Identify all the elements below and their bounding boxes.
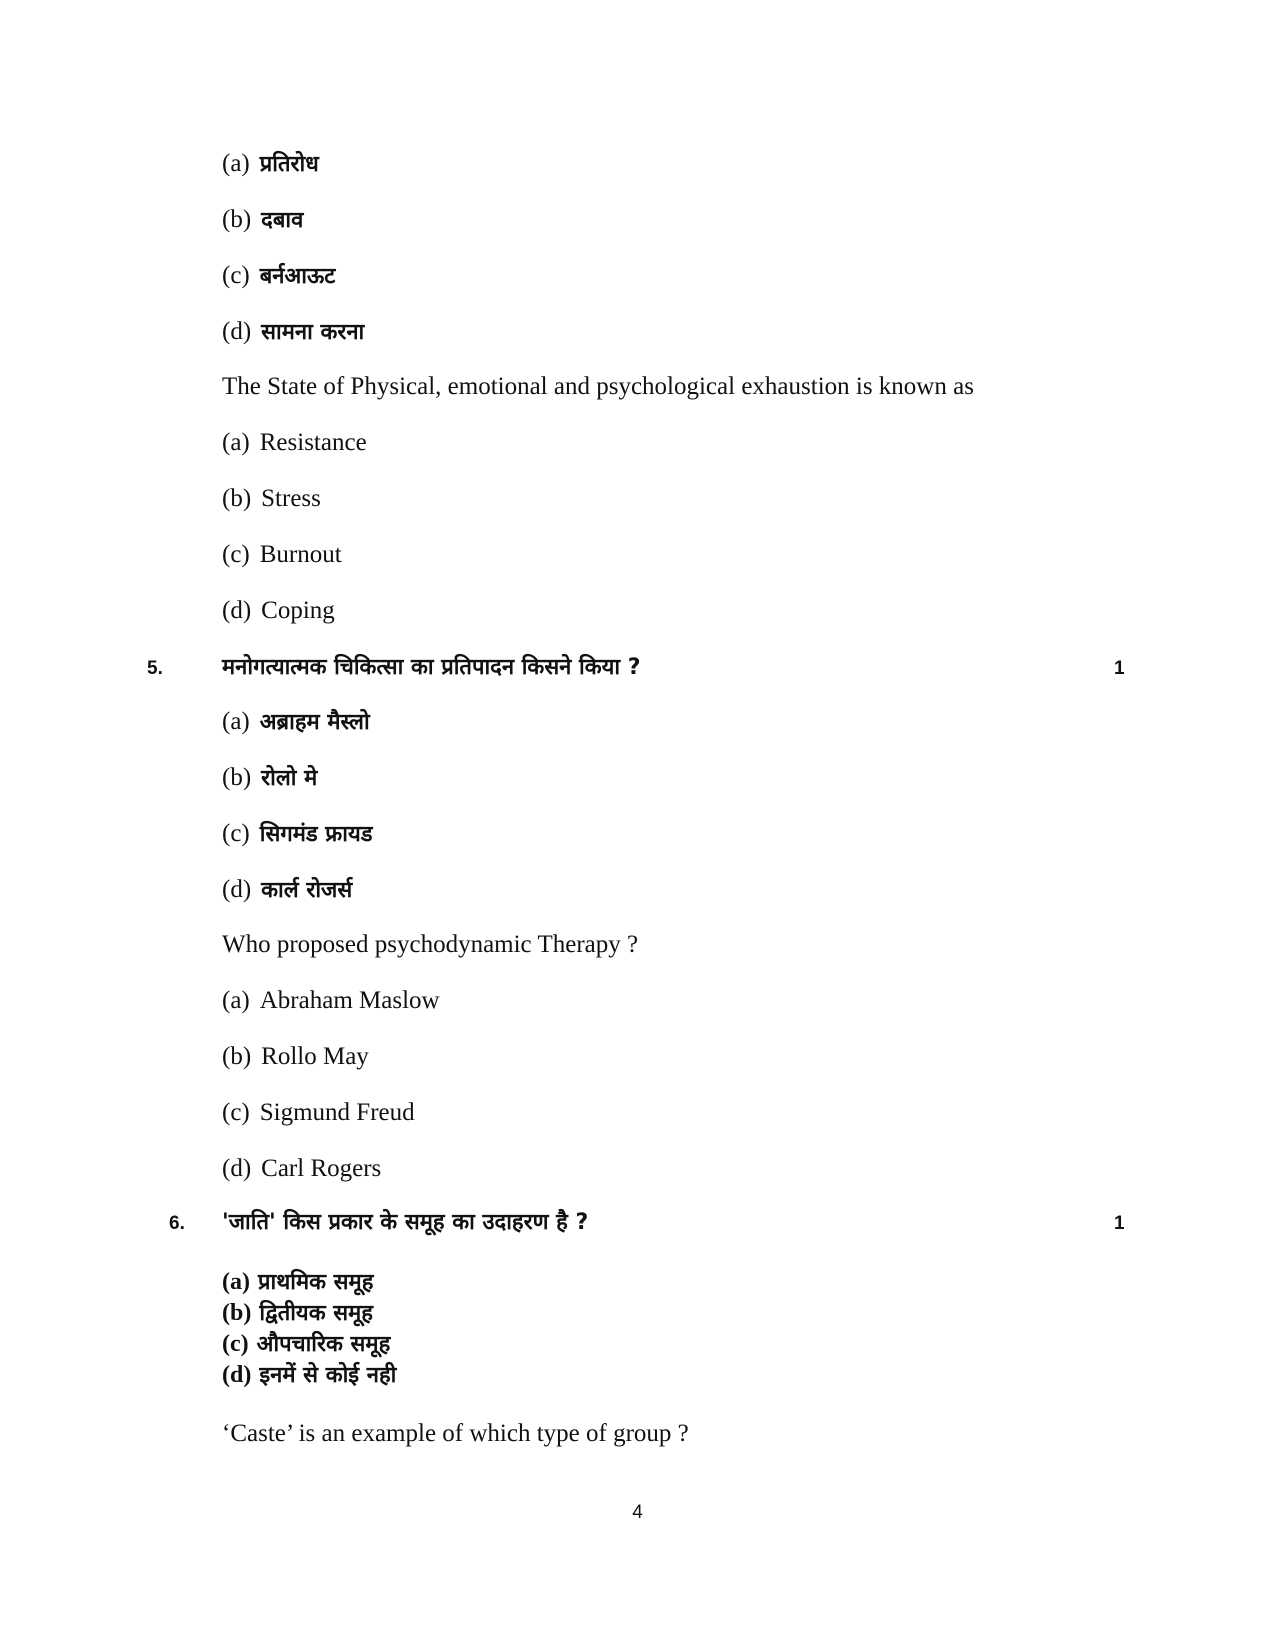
option-d-english: (d) Carl Rogers <box>222 1155 382 1182</box>
page-number: 4 <box>632 1502 643 1523</box>
option-a-english: (a) Abraham Maslow <box>222 987 440 1014</box>
option-a-hindi: (a) प्रतिरोध <box>222 150 319 177</box>
option-c-hindi: (c) सिगमंड फ्रायड <box>222 820 373 847</box>
option-a-hindi: (a) प्राथमिक समूह <box>222 1269 374 1295</box>
question-hindi-text: 'जाति' किस प्रकार के समूह का उदाहरण है ? <box>222 1210 589 1235</box>
option-b-english: (b) Rollo May <box>222 1043 369 1070</box>
question-english-text: ‘Caste’ is an example of which type of group ? <box>222 1420 689 1447</box>
option-d-english: (d) Coping <box>222 597 335 624</box>
option-b-hindi: (b) रोलो मे <box>222 764 318 791</box>
option-d-hindi: (d) कार्ल रोजर्स <box>222 876 353 903</box>
question-english-text: The State of Physical, emotional and psychological exhaustion is known as <box>222 373 974 400</box>
option-c-english: (c) Burnout <box>222 541 342 568</box>
question-number: 6. <box>169 1213 185 1234</box>
marks-label: 1 <box>1114 658 1125 679</box>
option-b-hindi: (b) दबाव <box>222 206 304 233</box>
option-d-hindi: (d) इनमें से कोई नही <box>222 1362 397 1388</box>
option-d-hindi: (d) सामना करना <box>222 318 365 345</box>
option-b-hindi: (b) द्वितीयक समूह <box>222 1300 373 1326</box>
option-b-english: (b) Stress <box>222 485 321 512</box>
option-a-english: (a) Resistance <box>222 429 367 456</box>
marks-label: 1 <box>1114 1213 1125 1234</box>
question-english-text: Who proposed psychodynamic Therapy ? <box>222 931 639 958</box>
option-c-english: (c) Sigmund Freud <box>222 1099 415 1126</box>
question-number: 5. <box>147 658 163 679</box>
question-hindi-text: मनोगत्यात्मक चिकित्सा का प्रतिपादन किसने किया ? <box>222 655 641 680</box>
option-a-hindi: (a) अब्राहम मैस्लो <box>222 708 370 735</box>
option-c-hindi: (c) औपचारिक समूह <box>222 1331 391 1357</box>
option-c-hindi: (c) बर्नआऊट <box>222 262 336 289</box>
